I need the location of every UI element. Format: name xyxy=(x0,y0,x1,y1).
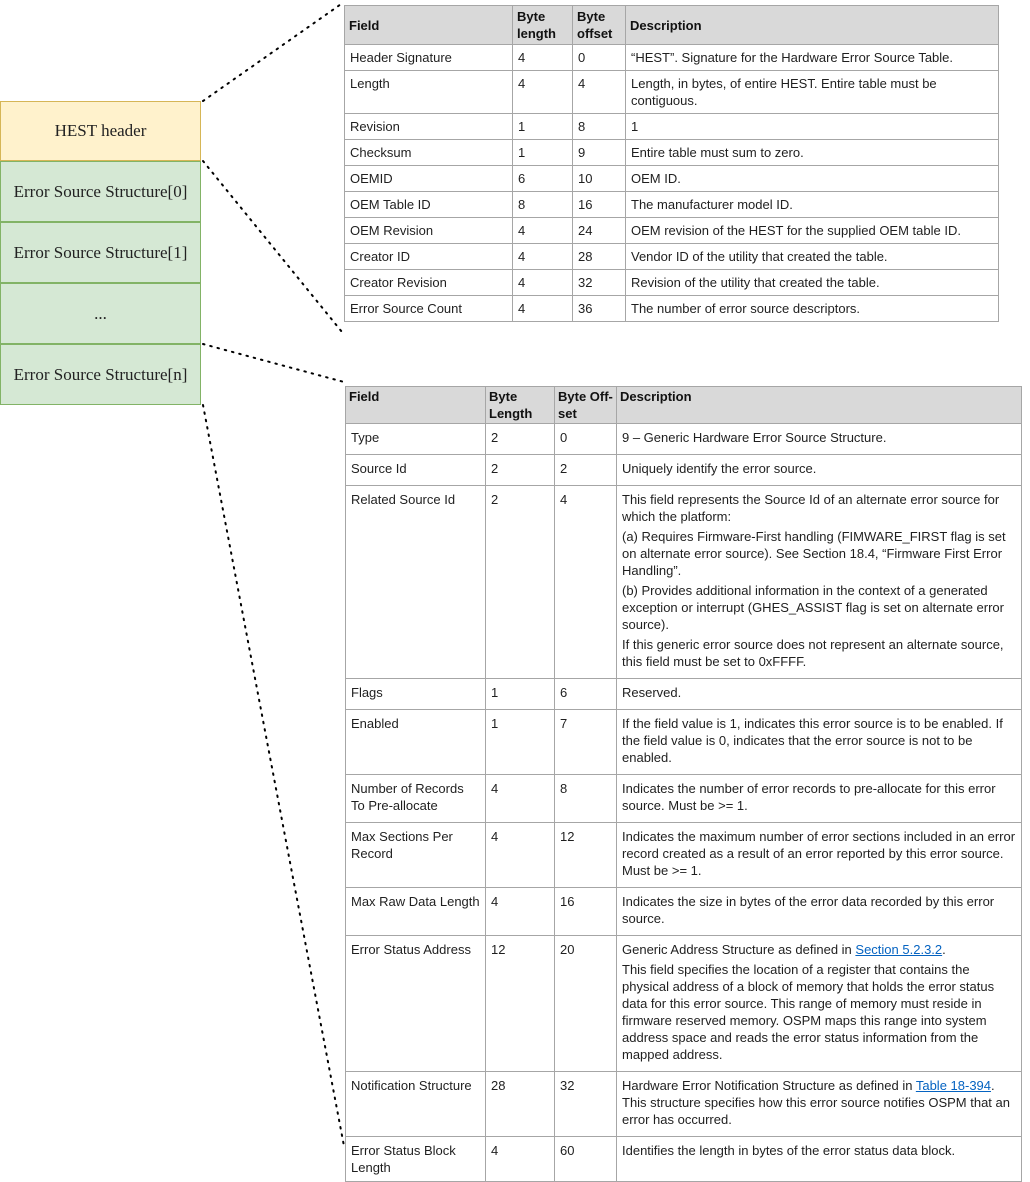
field-cell: OEM Revision xyxy=(345,218,513,244)
byte-length-cell: 6 xyxy=(513,166,573,192)
table-row xyxy=(345,192,999,218)
column-header: Field xyxy=(346,387,486,424)
description-cell xyxy=(617,888,1022,936)
table-row xyxy=(346,888,1022,936)
table-row xyxy=(346,679,1022,710)
hest-bottom-connector xyxy=(203,161,342,332)
byte-length-cell: 1 xyxy=(486,679,555,710)
byte-offset-cell: 9 xyxy=(573,140,626,166)
table-row xyxy=(346,1072,1022,1137)
description-paragraph: Uniquely identify the error source. xyxy=(622,461,817,476)
byte-offset-cell: 0 xyxy=(573,45,626,71)
table-row xyxy=(345,114,999,140)
error-source-structure-n-box: Error Source Structure[n] xyxy=(0,344,201,405)
description-cell xyxy=(617,679,1022,710)
field-cell: Max Raw Data Length xyxy=(346,888,486,936)
field-cell: Error Source Count xyxy=(345,296,513,322)
description-cell xyxy=(617,710,1022,775)
description-cell xyxy=(617,1072,1022,1137)
field-cell: Enabled xyxy=(346,710,486,775)
error-source-structure-0-box: Error Source Structure[0] xyxy=(0,161,201,222)
byte-offset-cell: 32 xyxy=(555,1072,617,1137)
description-cell: The manufacturer model ID. xyxy=(626,192,999,218)
byte-length-cell: 12 xyxy=(486,936,555,1072)
table-row xyxy=(346,710,1022,775)
description-paragraph: Indicates the size in bytes of the error data recorded by this error source. xyxy=(622,894,995,926)
field-cell: Source Id xyxy=(346,455,486,486)
description-cell: “HEST”. Signature for the Hardware Error Source Table. xyxy=(626,45,999,71)
description-cell: Revision of the utility that created the table. xyxy=(626,270,999,296)
description-text: . xyxy=(942,942,946,957)
error-source-ellipsis-box: ... xyxy=(0,283,201,344)
table-row xyxy=(346,424,1022,455)
description-text: . This structure specifies how this error source notifies OSPM that an error has occurred. xyxy=(622,1078,1010,1127)
field-cell: OEM Table ID xyxy=(345,192,513,218)
byte-offset-cell: 12 xyxy=(555,823,617,888)
byte-length-cell: 8 xyxy=(513,192,573,218)
byte-length-cell: 1 xyxy=(486,710,555,775)
byte-length-cell: 4 xyxy=(513,218,573,244)
column-header: Byte Off-set xyxy=(555,387,617,424)
byte-length-cell: 4 xyxy=(486,1137,555,1182)
byte-offset-cell: 20 xyxy=(555,936,617,1072)
table-row xyxy=(346,1137,1022,1182)
table-row xyxy=(345,270,999,296)
description-paragraph: If the field value is 1, indicates this error source is to be enabled. If the field value is 0, indicates that the error source is not to be enabled. xyxy=(622,716,1003,765)
column-header: Byte offset xyxy=(573,6,626,45)
field-cell: Header Signature xyxy=(345,45,513,71)
description-paragraph: This field specifies the location of a register that contains the physical address of a block of memory that holds the error status data for this error source. This range of memory must reside in firmware reserved memory. OSPM maps this range into system address space and reads the error status information from the mapped address. xyxy=(622,962,995,1062)
byte-length-cell: 4 xyxy=(513,270,573,296)
description-paragraph: (b) Provides additional information in the context of a generated exception or interrupt (GHES_ASSIST flag is set on alternate error source). xyxy=(622,583,1004,632)
column-header: Byte Length xyxy=(486,387,555,424)
reference-link[interactable]: Section 5.2.3.2 xyxy=(855,942,943,957)
field-cell: Revision xyxy=(345,114,513,140)
byte-length-cell: 2 xyxy=(486,455,555,486)
description-cell: Length, in bytes, of entire HEST. Entire table must be contiguous. xyxy=(626,71,999,114)
description-paragraph xyxy=(622,941,1016,958)
byte-offset-cell: 7 xyxy=(555,710,617,775)
byte-length-cell: 4 xyxy=(513,244,573,270)
byte-offset-cell: 28 xyxy=(573,244,626,270)
table-row xyxy=(345,71,999,114)
description-cell xyxy=(617,455,1022,486)
byte-offset-cell: 10 xyxy=(573,166,626,192)
table-header-row xyxy=(346,387,1022,424)
description-paragraph: If this generic error source does not represent an alternate source, this field must be set to 0xFFFF. xyxy=(622,637,1004,669)
description-paragraph: Reserved. xyxy=(622,685,682,700)
byte-length-cell: 4 xyxy=(486,823,555,888)
error-source-structure-1-box: Error Source Structure[1] xyxy=(0,222,201,283)
byte-length-cell: 2 xyxy=(486,486,555,679)
byte-length-cell: 2 xyxy=(486,424,555,455)
field-cell: Related Source Id xyxy=(346,486,486,679)
field-cell: Max Sections Per Record xyxy=(346,823,486,888)
hest-table-body xyxy=(345,45,999,322)
description-cell xyxy=(617,424,1022,455)
table-row xyxy=(345,140,999,166)
byte-offset-cell: 0 xyxy=(555,424,617,455)
byte-length-cell: 4 xyxy=(486,888,555,936)
byte-length-cell: 4 xyxy=(513,71,573,114)
byte-offset-cell: 16 xyxy=(573,192,626,218)
description-cell xyxy=(617,936,1022,1072)
field-cell: Number of Records To Pre-allocate xyxy=(346,775,486,823)
field-cell: Length xyxy=(345,71,513,114)
description-cell: The number of error source descriptors. xyxy=(626,296,999,322)
hest-header-table xyxy=(344,5,999,322)
description-paragraph: (a) Requires Firmware-First handling (FIMWARE_FIRST flag is set on alternate error source). See Section 18.4, “Firmware First Error Handling”. xyxy=(622,529,1006,578)
byte-length-cell: 4 xyxy=(486,775,555,823)
byte-offset-cell: 24 xyxy=(573,218,626,244)
column-header: Description xyxy=(617,387,1022,424)
description-cell xyxy=(617,486,1022,679)
description-paragraph: 9 – Generic Hardware Error Source Structure. xyxy=(622,430,887,445)
field-cell: Creator Revision xyxy=(345,270,513,296)
description-paragraph: Identifies the length in bytes of the error status data block. xyxy=(622,1143,956,1158)
byte-offset-cell: 32 xyxy=(573,270,626,296)
description-cell xyxy=(617,775,1022,823)
byte-offset-cell: 4 xyxy=(573,71,626,114)
table-row xyxy=(346,936,1022,1072)
table-header-row xyxy=(345,6,999,45)
description-paragraph: Indicates the maximum number of error sections included in an error record created as a result of an error reported by this error source. Must be >= 1. xyxy=(622,829,1016,878)
description-cell xyxy=(617,1137,1022,1182)
table-row xyxy=(345,166,999,192)
description-cell: 1 xyxy=(626,114,999,140)
byte-offset-cell: 2 xyxy=(555,455,617,486)
table-row xyxy=(346,775,1022,823)
table-row xyxy=(345,45,999,71)
table-row xyxy=(346,455,1022,486)
byte-offset-cell: 60 xyxy=(555,1137,617,1182)
byte-length-cell: 1 xyxy=(513,140,573,166)
table-row xyxy=(346,823,1022,888)
byte-length-cell: 1 xyxy=(513,114,573,140)
reference-link[interactable]: Table 18-394 xyxy=(915,1078,992,1093)
column-header: Description xyxy=(626,6,999,45)
byte-offset-cell: 4 xyxy=(555,486,617,679)
field-cell: Type xyxy=(346,424,486,455)
byte-length-cell: 4 xyxy=(513,45,573,71)
byte-offset-cell: 36 xyxy=(573,296,626,322)
description-paragraph: This field represents the Source Id of an alternate error source for which the platform: xyxy=(622,492,1000,524)
table-row xyxy=(346,486,1022,679)
field-cell: OEMID xyxy=(345,166,513,192)
description-cell: Vendor ID of the utility that created the table. xyxy=(626,244,999,270)
description-cell xyxy=(617,823,1022,888)
byte-offset-cell: 16 xyxy=(555,888,617,936)
byte-length-cell: 28 xyxy=(486,1072,555,1137)
field-cell: Notification Structure xyxy=(346,1072,486,1137)
description-paragraph xyxy=(622,1077,1016,1128)
field-cell: Flags xyxy=(346,679,486,710)
ghes-structure-table xyxy=(345,386,1022,1182)
ghes-bottom-connector xyxy=(203,405,344,1146)
hest-header-box: HEST header xyxy=(0,101,201,161)
ghes-top-connector xyxy=(203,344,344,382)
description-text: Generic Address Structure as defined in xyxy=(622,942,856,957)
byte-offset-cell: 8 xyxy=(555,775,617,823)
byte-offset-cell: 8 xyxy=(573,114,626,140)
description-text: Hardware Error Notification Structure as defined in xyxy=(622,1078,916,1093)
ghes-table-body xyxy=(346,424,1022,1182)
description-cell: Entire table must sum to zero. xyxy=(626,140,999,166)
table-row xyxy=(345,218,999,244)
field-cell: Error Status Address xyxy=(346,936,486,1072)
description-cell: OEM revision of the HEST for the supplied OEM table ID. xyxy=(626,218,999,244)
byte-offset-cell: 6 xyxy=(555,679,617,710)
hest-top-connector xyxy=(203,2,344,101)
table-row xyxy=(345,296,999,322)
field-cell: Creator ID xyxy=(345,244,513,270)
column-header: Field xyxy=(345,6,513,45)
field-cell: Error Status Block Length xyxy=(346,1137,486,1182)
field-cell: Checksum xyxy=(345,140,513,166)
description-cell: OEM ID. xyxy=(626,166,999,192)
description-paragraph: Indicates the number of error records to pre-allocate for this error source. Must be >= 1. xyxy=(622,781,996,813)
byte-length-cell: 4 xyxy=(513,296,573,322)
table-row xyxy=(345,244,999,270)
column-header: Byte length xyxy=(513,6,573,45)
